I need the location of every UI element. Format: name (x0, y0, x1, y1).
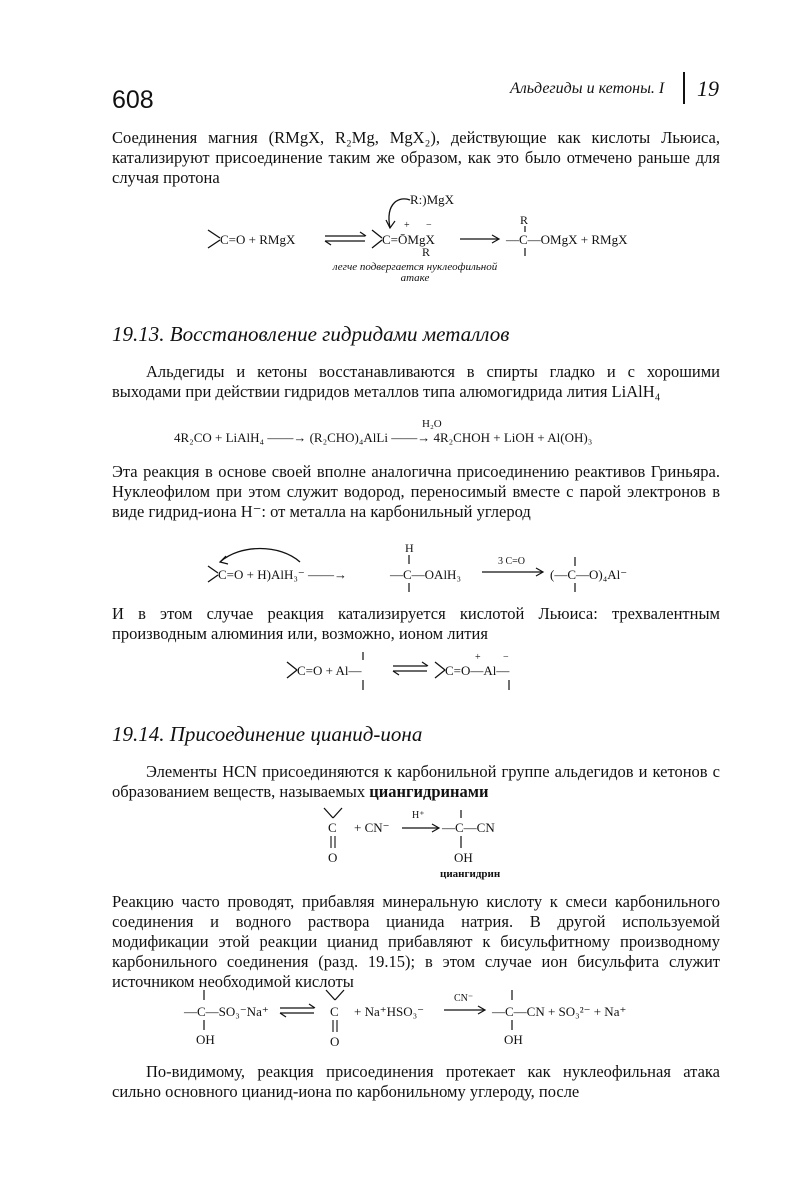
scheme4-oh: OH (454, 850, 473, 865)
scheme2-left: C=O + H)AlH₃⁻ ——→ (218, 567, 347, 582)
section-19-14-paragraph-1 (112, 762, 720, 802)
scheme1-complex-top: R:)MgX (410, 192, 455, 207)
hydride-scheme (200, 542, 660, 600)
scheme4-product: —C—CN (442, 820, 495, 835)
equation-1-over: H₂O (422, 418, 442, 430)
scheme4-c: C (328, 820, 337, 835)
lewis-acid-scheme (285, 648, 555, 696)
scheme3-right: C=O—Al— (445, 663, 510, 678)
header-divider (683, 72, 685, 104)
section-19-13-paragraph-3: И в этом случае реакция катализируется кислотой Льюиса: трехвалентным производным алюминия или, возможно, ионом лития (112, 604, 720, 643)
scheme2-right: (—C—O)₄Al⁻ (550, 567, 628, 582)
running-head: Альдегиды и кетоны. I (510, 80, 665, 97)
scheme3-plus: + (475, 652, 481, 663)
cyanohydrin-caption: циангидрин (440, 868, 501, 880)
section-19-13-paragraph-2: Эта реакция в основе своей вполне аналогична присоединению реактивов Гриньяра. Нуклеофилом при этом служит водород, переносимый вместе с парой электронов в виде гидрид-иона H⁻: от металла на карбонильный углерод (112, 462, 720, 521)
section-19-14-paragraph-2: Реакцию часто проводят, прибавляя минеральную кислоту к смеси карбонильного соединения и водного раствора цианида натрия. В другой используемой модификации этой реакции цианид прибавляют к бисульфитному производному карбонильного соединения (разд. 19.15); в этом случае ион бисульфита служит источником необходимой кислоты (112, 892, 720, 991)
scheme4-over: H⁺ (412, 810, 425, 821)
chapter-number: 19 (697, 76, 719, 101)
scheme5-product-oh: OH (504, 1032, 523, 1047)
scheme1-product-r: R (520, 213, 529, 227)
scheme3-left: C=O + Al— (297, 663, 362, 678)
section-19-14-paragraph-1-text: Элементы HCN присоединяются к карбонильной группе альдегидов и кетонов с образованием веществ, называемых (112, 762, 720, 801)
scheme5-product: —C—CN + SO₃²⁻ + Na⁺ (492, 1004, 627, 1019)
scheme1-plus: + (404, 220, 410, 231)
scheme3-minus: − (503, 652, 509, 663)
intro-paragraph: Соединения магния (RMgX, R₂Mg, MgX₂), действующие как кислоты Льюиса, катализируют присоединение таким же образом, как это было отмечено раньше для случая протона (112, 128, 720, 187)
scheme1-minus: − (426, 220, 432, 231)
section-19-14-paragraph-3: По-видимому, реакция присоединения протекает как нуклеофильная атака сильно основного цианид-иона по карбонильному углероду, после (112, 1062, 720, 1101)
scheme4-reagent: + CN⁻ (354, 820, 390, 835)
scheme1-product: —C—OMgX + RMgX (506, 232, 628, 247)
scheme4-o: O (328, 850, 338, 865)
scheme5-over: CN⁻ (454, 993, 474, 1004)
scheme1-complex: C=ŌMgX (382, 232, 435, 247)
bisulfite-scheme (182, 988, 672, 1052)
section-title-19-14: 19.14. Присоединение цианид-иона (112, 722, 423, 746)
cyanohydrin-term: циангидринами (369, 782, 489, 801)
scheme5-mid-c: C (330, 1004, 339, 1019)
scheme1-note: легче подвергается нуклеофильной атаке (332, 261, 498, 284)
section-19-13-paragraph-1: Альдегиды и кетоны восстанавливаются в спирты гладко и с хорошими выходами при действии гидридов металлов типа алюмогидрида лития LiAlH₄ (112, 362, 720, 401)
scheme5-left: —C—SO₃⁻Na⁺ (184, 1004, 269, 1019)
equation-1-text: 4R₂CO + LiAlH₄ ——→ (R₂CHO)₄AlLi ——→ 4R₂CHOH + LiOH + Al(OH)₃ (174, 430, 593, 445)
scheme2-mid: —C—OAlH₃ (390, 567, 461, 582)
section-title-19-13: 19.13. Восстановление гидридами металлов (112, 322, 510, 346)
scheme1-left-reagent: C=O + RMgX (220, 232, 296, 247)
scheme2-h: H (405, 541, 414, 555)
scheme1-complex-r: R (422, 245, 431, 259)
page-number: 608 (112, 86, 154, 114)
cyanohydrin-scheme (320, 806, 540, 870)
scheme5-reagent: + Na⁺HSO₃⁻ (354, 1004, 425, 1019)
scheme2-arrow-over: 3 C=O (498, 556, 526, 567)
scheme5-left-oh: OH (196, 1032, 215, 1047)
equation-1 (174, 430, 592, 446)
scheme5-mid-o: O (330, 1034, 340, 1049)
